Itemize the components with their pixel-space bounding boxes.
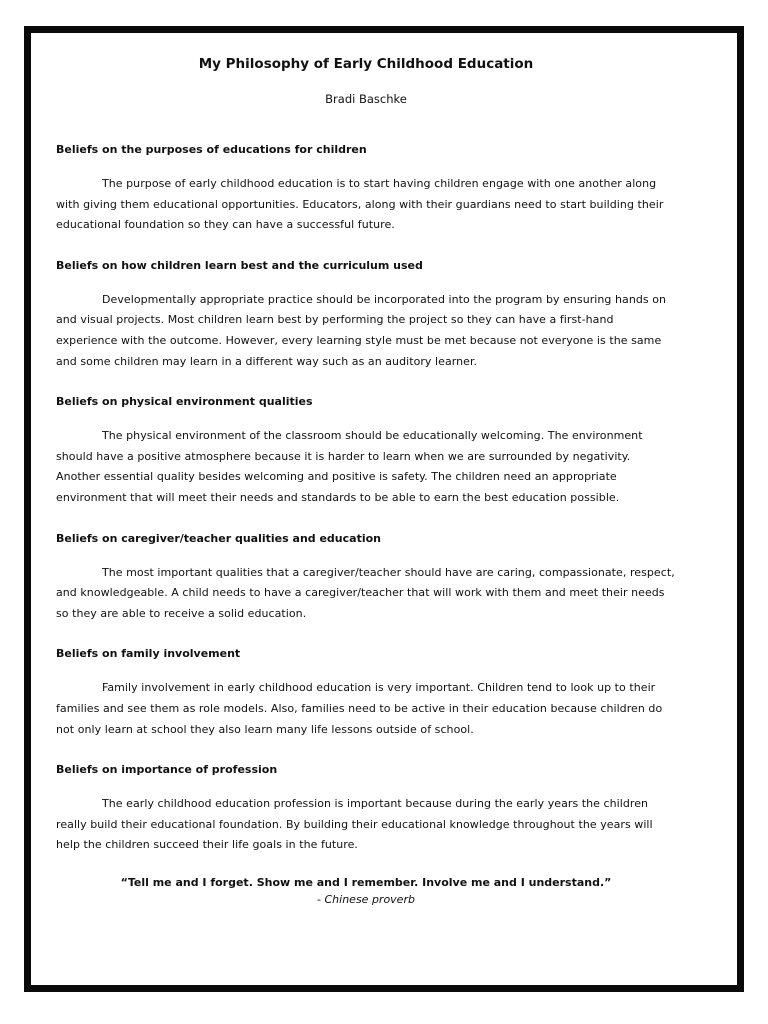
document-title: My Philosophy of Early Childhood Education — [198, 56, 534, 72]
section-how-children-learn — [56, 258, 676, 372]
section-body: The most important qualities that a caregiver/teacher should have are caring, compassionate, respect, and knowledgeable. A child needs to have a caregiver/teacher that will work with them and meet their needs so they are able to receive a solid education. — [56, 565, 675, 620]
document-author: Bradi Baschke — [325, 92, 407, 106]
section-heading: Beliefs on the purposes of educations for children — [56, 143, 367, 156]
section-body: The purpose of early childhood education is to start having children engage with one another along with giving them educational opportunities. Educators, along with their guardians need to start building their educational foundation so they can have a successful future. — [56, 177, 664, 232]
section-caregiver-qualities — [56, 531, 676, 625]
document-content — [56, 54, 676, 908]
section-heading: Beliefs on family involvement — [56, 647, 241, 661]
section-heading: Beliefs on how children learn best and the curriculum used — [56, 258, 423, 272]
section-body: Family involvement in early childhood education is very important. Children tend to look up to their families and see them as role models. Also, families need to be active in their education because children do not only learn at school they also learn many life lessons outside of school. — [56, 681, 663, 736]
closing-quote: “Tell me and I forget. Show me and I remember. Involve me and I understand.” — [120, 875, 612, 889]
section-importance-of-profession — [56, 762, 676, 856]
section-purposes — [56, 142, 676, 236]
section-family-involvement — [56, 646, 676, 740]
section-heading: Beliefs on caregiver/teacher qualities and education — [56, 531, 381, 545]
section-physical-environment — [56, 394, 676, 508]
section-body: The physical environment of the classroom should be educationally welcoming. The environment should have a positive atmosphere because it is harder to learn when we are surrounded by negativity. Another essential quality besides welcoming and positive is safety. The children need an appropriate environment that will meet their needs and standards to be able to earn the best education possible. — [56, 429, 643, 504]
section-body: Developmentally appropriate practice should be incorporated into the program by ensuring hands on and visual projects. Most children learn best by performing the project so they can have a first-hand experience with the outcome. However, every learning style must be met because not everyone is the same and some children may learn in a different way such as an auditory learner. — [56, 292, 667, 368]
quote-attribution: - Chinese proverb — [317, 892, 415, 906]
section-heading: Beliefs on physical environment qualities — [56, 395, 313, 409]
section-body: The early childhood education profession is important because during the early years the children really build their educational foundation. By building their educational knowledge throughout the years will help the children succeed their life goals in the future. — [56, 797, 653, 852]
section-heading: Beliefs on importance of profession — [56, 763, 278, 777]
